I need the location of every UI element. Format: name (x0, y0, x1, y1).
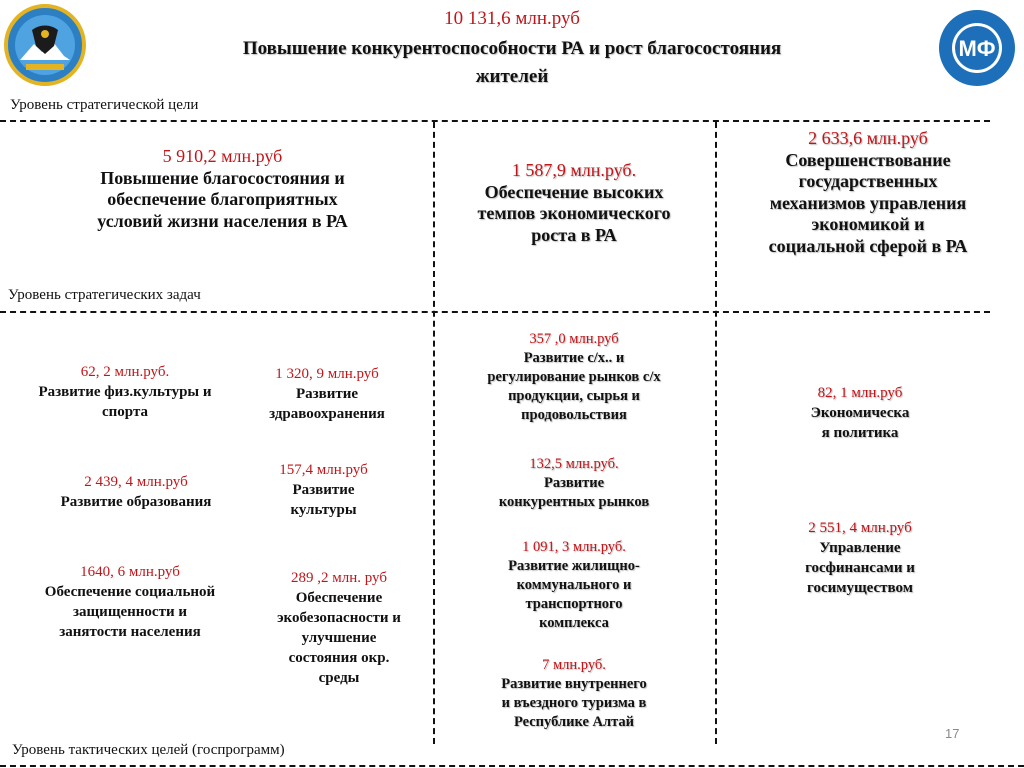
program-housing-transport (440, 538, 708, 633)
program-economic-policy (760, 383, 960, 443)
program-line: госфинансами и (805, 560, 915, 576)
program-line: регулирование рынков с/х (487, 369, 661, 385)
program-line: Обеспечение (295, 590, 383, 606)
program-sport (10, 362, 240, 422)
program-line: среды (318, 670, 360, 686)
divider-tasks (0, 311, 990, 313)
program-line: Развитие (295, 386, 359, 402)
program-line: Обеспечение социальной (44, 584, 216, 600)
program-line: Развитие физ.культуры и (38, 384, 212, 400)
program-line: Развитие жилищно- (508, 558, 640, 574)
program-line: улучшение (301, 630, 377, 646)
program-line: Развитие внутреннего (501, 676, 647, 692)
task-left (30, 146, 415, 232)
program-line: занятости населения (59, 624, 201, 640)
task-middle (440, 160, 708, 246)
program-amount: 289 ,2 млн. руб (291, 570, 387, 586)
program-line: я политика (821, 425, 899, 441)
program-line: спорта (102, 404, 148, 420)
task-middle-line: Обеспечение высоких (484, 181, 664, 202)
ministry-finance-emblem-icon (937, 8, 1017, 88)
program-line: Республике Алтай (513, 714, 635, 730)
page-number: 17 (945, 726, 960, 741)
program-social-protection (10, 562, 250, 642)
altai-emblem-icon (4, 4, 86, 86)
task-right-line: государственных (798, 171, 938, 192)
program-amount: 7 млн.руб. (542, 657, 606, 673)
program-tourism (440, 656, 708, 732)
program-line: продукции, сырья и (508, 388, 640, 404)
level-tactical: Уровень тактических целей (госпрограмм) (12, 742, 285, 758)
program-amount: 1 320, 9 млн.руб (275, 366, 379, 382)
divider-bottom (0, 765, 1024, 767)
task-right-line: Совершенствование (785, 149, 951, 170)
program-line: состояния окр. (288, 650, 390, 666)
program-line: Развитие с/х.. и (523, 350, 625, 366)
page-title-line2: жителей (475, 66, 549, 87)
program-line: Развитие (292, 482, 355, 498)
program-competitive-markets (440, 455, 708, 512)
task-right-line: механизмов управления (769, 192, 967, 213)
program-amount: 82, 1 млн.руб (817, 385, 903, 401)
page-title-line1: Повышение конкурентоспособности РА и рост благосостояния (242, 38, 782, 59)
task-middle-line: роста в РА (531, 224, 617, 245)
task-left-line: Повышение благосостояния и (100, 167, 345, 188)
program-line: госимуществом (807, 580, 913, 596)
level-strategic-tasks: Уровень стратегических задач (8, 287, 201, 303)
program-amount: 1640, 6 млн.руб (80, 564, 180, 580)
program-healthcare (246, 364, 408, 424)
program-amount: 132,5 млн.руб. (529, 456, 619, 472)
program-culture (256, 460, 391, 520)
program-line: культуры (290, 502, 357, 518)
program-amount: 62, 2 млн.руб. (80, 364, 170, 380)
program-line: Управление (819, 540, 901, 556)
program-ecology (254, 568, 424, 688)
program-line: комплекса (539, 615, 609, 631)
program-line: защищенности и (72, 604, 187, 620)
header-amount: 10 131,6 млн.руб (444, 8, 580, 29)
program-public-finance (760, 518, 960, 598)
program-agriculture (440, 330, 708, 425)
program-line: транспортного (525, 596, 623, 612)
program-education (10, 472, 262, 512)
program-line: экобезопасности и (277, 610, 401, 626)
task-right (722, 128, 1014, 258)
task-right-amount: 2 633,6 млн.руб (808, 128, 928, 148)
program-amount: 157,4 млн.руб (279, 462, 368, 478)
task-left-line: условий жизни населения в РА (97, 210, 348, 231)
task-left-amount: 5 910,2 млн.руб (162, 146, 283, 166)
divider-goal (0, 120, 990, 122)
program-line: здравоохранения (269, 406, 385, 422)
program-line: Развитие образования (60, 494, 212, 510)
emblem-mf-text: МФ (958, 36, 996, 61)
program-amount: 2 551, 4 млн.руб (808, 520, 912, 536)
column-divider-1 (433, 122, 435, 744)
task-right-line: экономикой и (811, 214, 925, 235)
program-amount: 1 091, 3 млн.руб. (522, 539, 626, 555)
task-middle-line: темпов экономического (477, 203, 671, 224)
program-line: коммунального и (516, 577, 632, 593)
program-amount: 357 ,0 млн.руб (529, 331, 619, 347)
task-left-line: обеспечение благоприятных (107, 189, 338, 210)
column-divider-2 (715, 122, 717, 744)
program-line: Развитие (543, 475, 605, 491)
task-right-line: социальной сферой в РА (768, 235, 968, 256)
program-line: Экономическа (810, 405, 910, 421)
program-line: и въездного туризма в (501, 695, 647, 711)
task-middle-amount: 1 587,9 млн.руб. (511, 160, 637, 180)
level-strategic-goal: Уровень стратегической цели (10, 97, 199, 113)
program-line: продовольствия (521, 407, 627, 423)
program-line: конкурентных рынков (498, 494, 650, 510)
program-amount: 2 439, 4 млн.руб (84, 474, 188, 490)
